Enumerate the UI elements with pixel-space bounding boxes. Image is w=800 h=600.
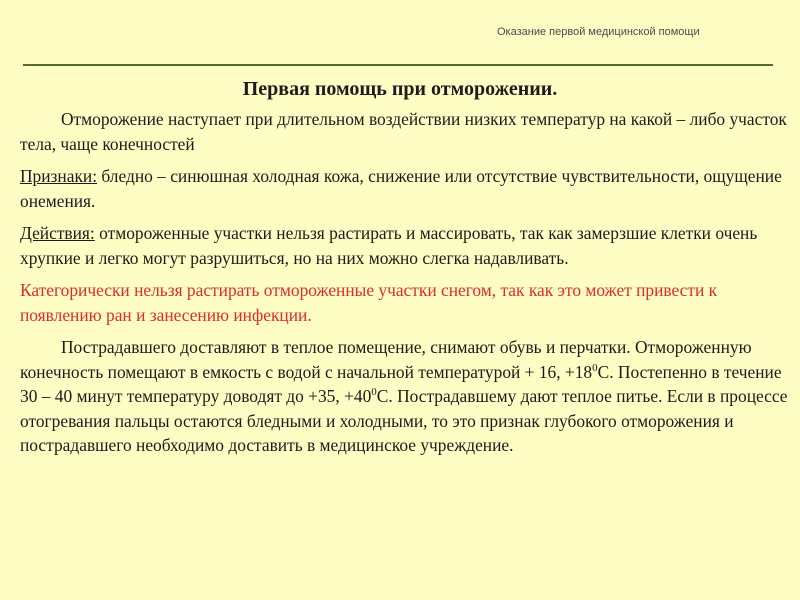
procedure-text-1: Пострадавшего доставляют в теплое помещение, снимают обувь и перчатки. Отмороженную конечность помещают в емкость с водой с начальной температурой + 16, +18 — [20, 337, 752, 382]
actions-text: отмороженные участки нельзя растирать и массировать, так как замерзшие клетки очень хрупкие и легко могут разрушиться, но на них можно слегка надавливать. — [20, 223, 758, 268]
procedure-text-2: С. Постепенно в течение 30 – 40 минут температуру доводят до +35, +40 — [20, 361, 782, 406]
signs-paragraph — [20, 164, 790, 213]
warning-paragraph: Категорически нельзя растирать отмороженные участки снегом, так как это может привести к появлению ран и занесению инфекции. — [20, 280, 718, 325]
header-divider — [23, 64, 773, 66]
procedure-paragraph — [20, 335, 790, 458]
signs-text: бледно – синюшная холодная кожа, снижение или отсутствие чувствительности, ощущение онемения. — [20, 166, 782, 211]
degree-superscript-1: 0 — [592, 361, 598, 374]
degree-superscript-2: 0 — [371, 386, 377, 399]
actions-paragraph — [20, 221, 790, 270]
signs-label: Признаки: — [20, 166, 98, 186]
intro-paragraph: Отморожение наступает при длительном воздействии низких температур на какой – либо участок тела, чаще конечностей — [20, 109, 787, 154]
procedure-text-3: С. Пострадавшему дают теплое питье. Если в процессе отогревания пальцы остаются бледными и холодными, то это признак глубокого отморожения и пострадавшего необходимо доставить в медицинское учреждение. — [20, 386, 788, 455]
content-body — [20, 107, 790, 458]
header-caption: Оказание первой медицинской помощи — [497, 26, 700, 38]
actions-label: Действия: — [20, 223, 95, 243]
page-title: Первая помощь при отморожении. — [242, 78, 558, 100]
